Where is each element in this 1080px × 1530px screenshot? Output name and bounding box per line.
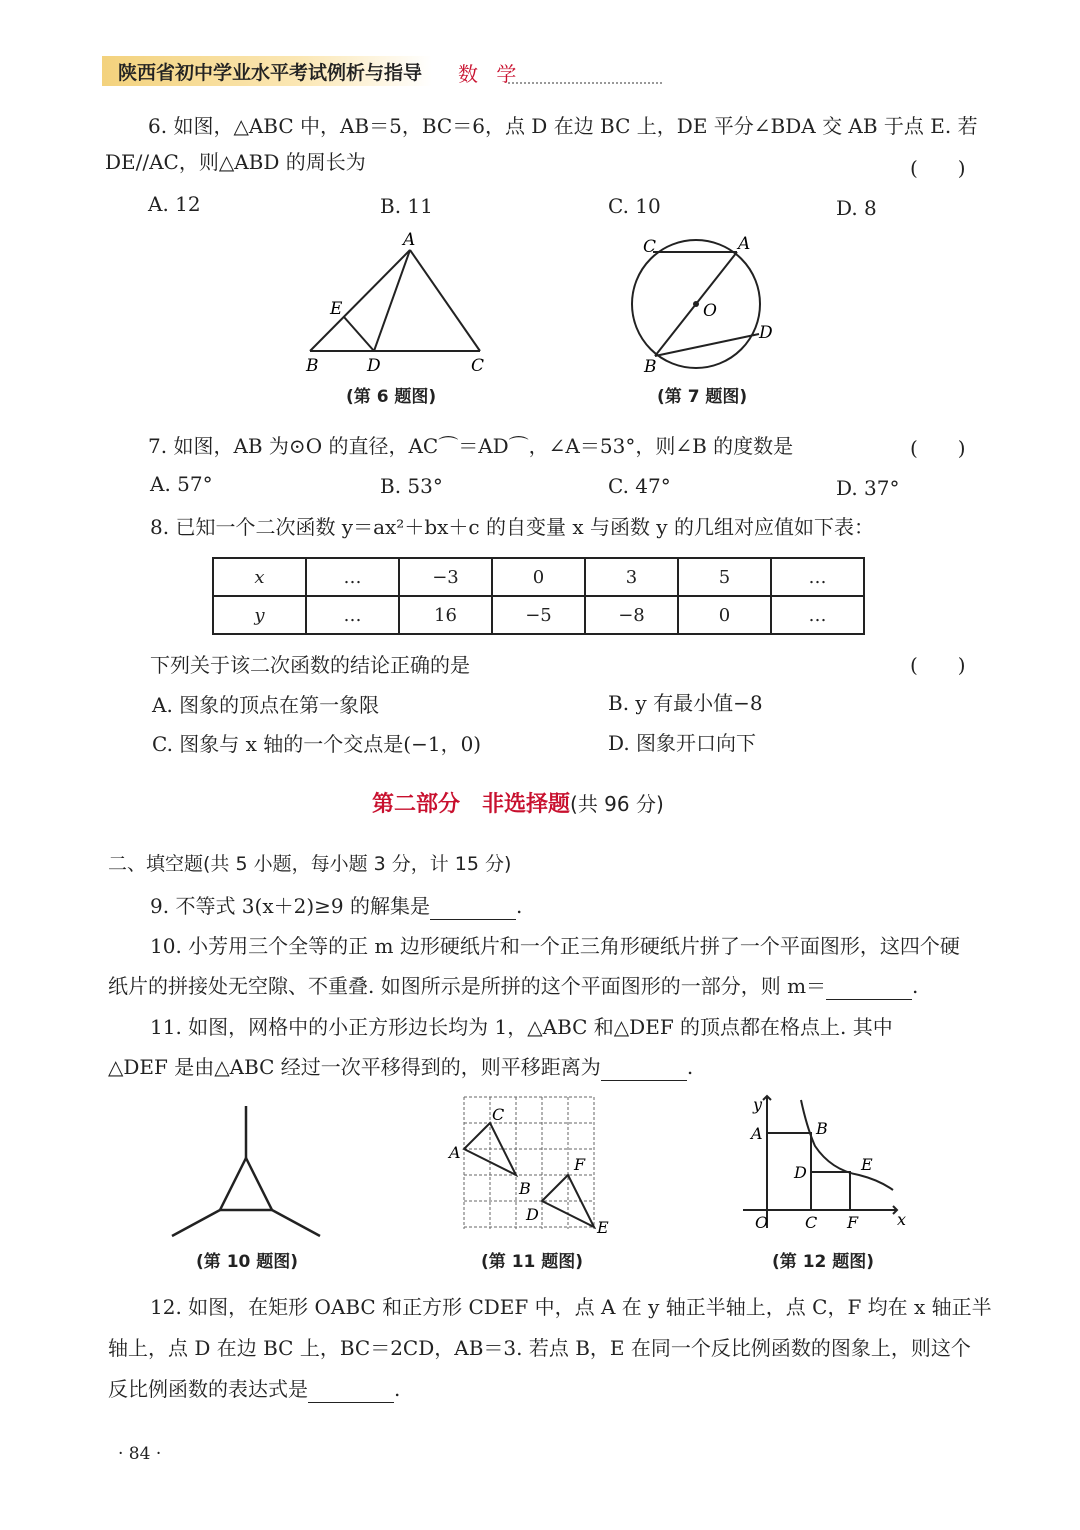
q12-line2: 轴上，点 D 在边 BC 上，BC＝2CD，AB＝3. 若点 B，E 在同一个反比例函数的图象上，则这个 [108,1336,971,1360]
q11-answer-blank[interactable] [601,1060,687,1081]
part2-heading [372,790,664,819]
q12-line3 [108,1375,400,1403]
table-row [213,596,864,634]
q6-option-c: C. 10 [608,194,661,218]
part2-score: (共 96 分) [570,792,664,816]
table-row [213,558,864,596]
q7-line1: 7. 如图，AB 为⊙O 的直径，AC⌒＝AD⌒，∠A＝53°，则∠B 的度数是 [148,434,794,458]
fig12-label-a: A [751,1124,763,1143]
part2-title: 第二部分 非选择题 [372,792,571,817]
q12-text: 反比例函数的表达式是 [108,1377,308,1401]
figure-11-grid [440,1090,620,1240]
fig10-caption: (第 10 题图) [196,1252,299,1272]
q11-line1: 11. 如图，网格中的小正方形边长均为 1，△ABC 和△DEF 的顶点都在格点上. 其中 [150,1015,893,1039]
fig6-label-e: E [330,299,343,319]
fig12-label-e: E [861,1155,873,1174]
q10-line1: 10. 小芳用三个全等的正 m 边形硬纸片和一个正三角形硬纸片拼了一个平面图形，这四个硬 [150,934,960,958]
table-cell: y [213,596,306,634]
fig6-label-d: D [367,356,381,376]
fig12-caption: (第 12 题图) [772,1252,875,1272]
fig11-label-c: C [492,1105,505,1124]
fig12-label-c: C [805,1213,818,1232]
q10-end: . [912,974,919,998]
q7-option-c: C. 47° [608,474,671,498]
table-cell: 0 [492,558,585,596]
fig11-label-b: B [519,1179,531,1198]
table-cell: −8 [585,596,678,634]
fig7-label-b: B [644,357,657,377]
table-cell: −5 [492,596,585,634]
table-cell: 16 [399,596,492,634]
fig12-label-d: D [794,1163,807,1182]
fig7-label-d: D [759,323,773,343]
q11-text: △DEF 是由△ABC 经过一次平移得到的，则平移距离为 [108,1055,601,1079]
q7-option-a: A. 57° [150,472,213,496]
table-cell: 3 [585,558,678,596]
fig7-label-a: A [738,234,751,254]
q7-option-b: B. 53° [380,474,443,498]
fig12-label-x: x [897,1210,907,1229]
fig11-caption: (第 11 题图) [481,1252,584,1272]
q8-option-c: C. 图象与 x 轴的一个交点是(−1，0) [152,732,482,756]
figure-7-circle [620,228,790,378]
q8-answer-paren: ( ) [910,653,966,677]
q9-end: . [515,894,523,918]
fig6-label-a: A [403,230,416,250]
table-cell: … [771,596,864,634]
fig11-label-d: D [526,1205,539,1224]
q8-option-a: A. 图象的顶点在第一象限 [152,693,380,717]
q8-option-b: B. y 有最小值−8 [608,691,763,715]
q7-option-d: D. 37° [836,476,900,500]
fig7-label-c: C [643,237,657,257]
q8-value-table [212,557,865,635]
header-title: 陕西省初中学业水平考试例析与指导 [118,62,423,84]
q10-text: 纸片的拼接处无空隙、不重叠. 如图所示是所拼的这个平面图形的一部分，则 m＝ [108,974,827,998]
table-cell: 0 [678,596,771,634]
table-cell: … [771,558,864,596]
fig7-label-o: O [703,301,717,321]
q6-option-b: B. 11 [380,194,433,218]
fig11-label-f: F [574,1155,586,1174]
fig7-caption: (第 7 题图) [657,387,748,407]
q6-line1: 6. 如图，△ABC 中，AB＝5，BC＝6，点 D 在边 BC 上，DE 平分∠BDA 交 AB 于点 E. 若 [148,114,978,138]
q12-end: . [394,1377,401,1401]
q11-line2 [108,1053,693,1081]
header-divider [508,82,662,84]
page-number: · 84 · [118,1444,162,1464]
q9-line [150,892,522,920]
table-cell: −3 [399,558,492,596]
table-cell: … [306,558,399,596]
table-cell: 5 [678,558,771,596]
fig12-label-b: B [816,1119,828,1138]
figure-6-triangle [290,225,510,380]
fig12-label-y: y [753,1095,763,1114]
fig12-label-f: F [847,1213,859,1232]
q8-line1: 8. 已知一个二次函数 y＝ax²＋bx＋c 的自变量 x 与函数 y 的几组对应值如下表： [150,515,874,539]
q6-option-a: A. 12 [148,192,201,216]
section2-heading: 二、填空题(共 5 小题，每小题 3 分，计 15 分) [108,853,512,875]
fig11-label-a: A [449,1143,461,1162]
header-subject: 数 学 [458,62,523,86]
q12-line1: 12. 如图，在矩形 OABC 和正方形 CDEF 中，点 A 在 y 轴正半轴上，点 C，F 均在 x 轴正半 [150,1295,992,1319]
figure-12-graph [735,1088,915,1238]
q6-answer-paren: ( ) [910,156,966,180]
q8-option-d: D. 图象开口向下 [608,731,757,755]
q10-answer-blank[interactable] [826,979,912,1000]
figure-10-polygons [160,1100,335,1245]
q6-line2: DE//AC，则△ABD 的周长为 [105,150,366,174]
table-cell: x [213,558,306,596]
fig6-label-c: C [471,356,485,376]
fig6-label-b: B [306,356,319,376]
q7-answer-paren: ( ) [910,436,966,460]
q12-answer-blank[interactable] [308,1382,394,1403]
q8-prompt: 下列关于该二次函数的结论正确的是 [150,653,470,677]
table-cell: … [306,596,399,634]
q9-text: 9. 不等式 3(x＋2)≥9 的解集是 [150,894,430,918]
fig6-caption: (第 6 题图) [346,387,437,407]
q6-option-d: D. 8 [836,196,877,220]
q10-line2 [108,972,918,1000]
q11-end: . [686,1055,694,1079]
fig12-label-o: O [755,1213,769,1232]
fig11-label-e: E [597,1218,609,1237]
q9-answer-blank[interactable] [430,899,516,920]
